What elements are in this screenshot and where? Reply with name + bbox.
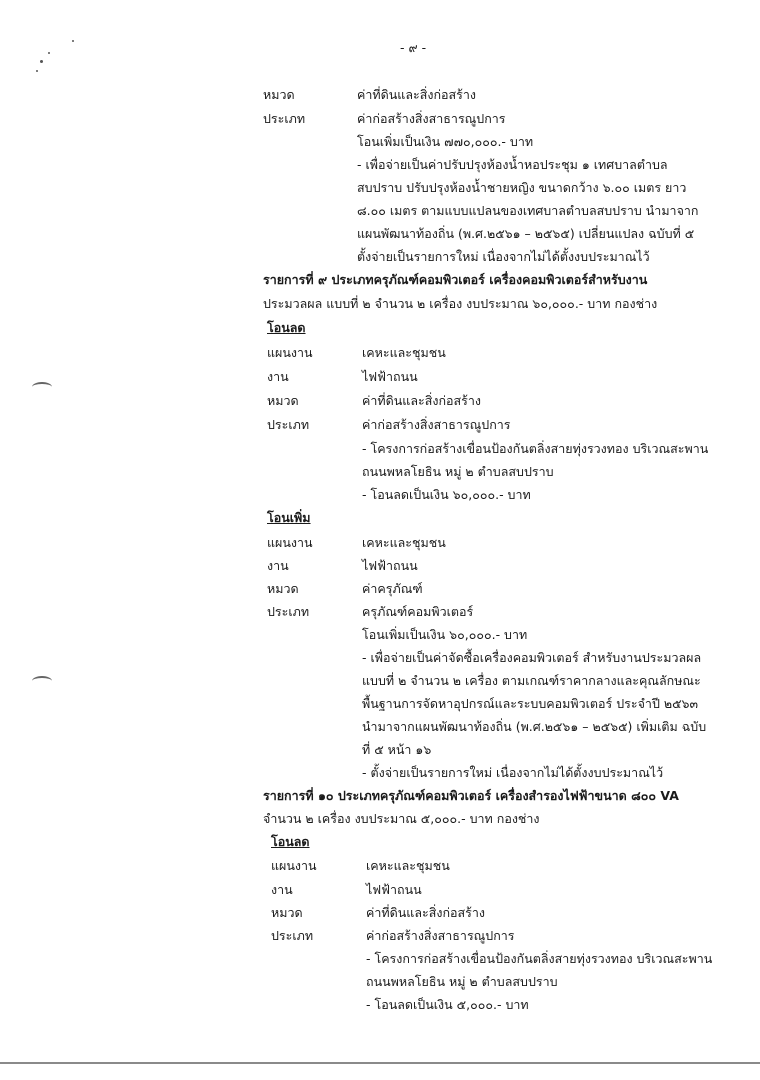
item-heading-cont: ประมวลผล แบบที่ ๒ จำนวน ๒ เครื่อง งบประมาณ ๖๐,๐๐๐.- บาท กองช่าง: [263, 296, 658, 311]
category-value: ค่าที่ดินและสิ่งก่อสร้าง: [357, 87, 476, 102]
description-line: ตั้งจ่ายเป็นรายการใหม่ เนื่องจากไม่ได้ตั้งงบประมาณไว้: [357, 249, 650, 264]
category-label: หมวด: [271, 905, 303, 920]
category-value: ค่าครุภัณฑ์: [362, 581, 423, 596]
scan-edge-line: [0, 1062, 760, 1064]
section-transfer-decrease: โอนลด: [271, 834, 310, 849]
work-label: งาน: [267, 369, 289, 384]
scan-speck: [72, 40, 74, 42]
plan-value: เคหะและชุมชน: [362, 535, 446, 550]
transfer-amount: โอนเพิ่มเป็นเงิน ๗๗๐,๐๐๐.- บาท: [357, 134, 534, 149]
category-value: ค่าที่ดินและสิ่งก่อสร้าง: [366, 905, 485, 920]
project-line: ถนนพหลโยธิน หมู่ ๒ ตำบลสบปราบ: [366, 974, 558, 989]
section-transfer-increase: โอนเพิ่ม: [267, 510, 311, 525]
item-heading: รายการที่ ๑๐ ประเภทครุภัณฑ์คอมพิวเตอร์ เครื่องสำรองไฟฟ้าขนาด ๘๐๐ VA: [263, 788, 679, 803]
work-label: งาน: [271, 882, 293, 897]
type-label: ประเภท: [267, 417, 310, 432]
type-value: ค่าก่อสร้างสิ่งสาธารณูปการ: [357, 111, 506, 126]
project-line: - โครงการก่อสร้างเขื่อนป้องกันตลิ่งสายทุ่งรวงทอง บริเวณสะพาน: [366, 951, 713, 966]
description-line: - ตั้งจ่ายเป็นรายการใหม่ เนื่องจากไม่ได้ตั้งงบประมาณไว้: [362, 765, 664, 780]
punch-hole-mark: [32, 676, 52, 686]
type-value: ค่าก่อสร้างสิ่งสาธารณูปการ: [366, 928, 515, 943]
description-line: แบบที่ ๒ จำนวน ๒ เครื่อง ตามเกณฑ์ราคากลางและคุณลักษณะ: [362, 673, 701, 688]
scan-speck: [40, 60, 43, 63]
description-line: พื้นฐานการจัดหาอุปกรณ์และระบบคอมพิวเตอร์ ประจำปี ๒๕๖๓: [362, 696, 699, 711]
category-value: ค่าที่ดินและสิ่งก่อสร้าง: [362, 393, 481, 408]
type-label: ประเภท: [263, 111, 306, 126]
plan-label: แผนงาน: [271, 858, 317, 873]
plan-value: เคหะและชุมชน: [362, 345, 446, 360]
type-label: ประเภท: [267, 604, 310, 619]
project-line: - โครงการก่อสร้างเขื่อนป้องกันตลิ่งสายทุ่งรวงทอง บริเวณสะพาน: [362, 441, 709, 456]
transfer-amount: โอนเพิ่มเป็นเงิน ๖๐,๐๐๐.- บาท: [362, 627, 528, 642]
transfer-amount: - โอนลดเป็นเงิน ๖๐,๐๐๐.- บาท: [362, 487, 531, 502]
type-value: ครุภัณฑ์คอมพิวเตอร์: [362, 604, 474, 619]
transfer-amount: - โอนลดเป็นเงิน ๕,๐๐๐.- บาท: [366, 997, 529, 1012]
category-label: หมวด: [263, 87, 295, 102]
work-value: ไฟฟ้าถนน: [362, 558, 418, 573]
description-line: ที่ ๕ หน้า ๑๖: [362, 742, 432, 757]
plan-value: เคหะและชุมชน: [366, 858, 450, 873]
category-label: หมวด: [267, 581, 299, 596]
work-label: งาน: [267, 558, 289, 573]
project-line: ถนนพหลโยธิน หมู่ ๒ ตำบลสบปราบ: [362, 464, 554, 479]
description-line: - เพื่อจ่ายเป็นค่าจัดซื้อเครื่องคอมพิวเตอร์ สำหรับงานประมวลผล: [362, 650, 702, 665]
plan-label: แผนงาน: [267, 535, 313, 550]
type-label: ประเภท: [271, 928, 314, 943]
description-line: นำมาจากแผนพัฒนาท้องถิ่น (พ.ศ.๒๕๖๑ – ๒๕๖๕) เพิ่มเติม ฉบับ: [362, 719, 707, 734]
description-line: ๘.๐๐ เมตร ตามแบบแปลนของเทศบาลตำบลสบปราบ นำมาจาก: [357, 203, 699, 218]
scan-speck: [48, 52, 50, 54]
description-line: - เพื่อจ่ายเป็นค่าปรับปรุงห้องน้ำหอประชุม ๑ เทศบาลตำบล: [357, 157, 668, 172]
item-heading-cont: จำนวน ๒ เครื่อง งบประมาณ ๕,๐๐๐.- บาท กองช่าง: [263, 811, 540, 826]
section-transfer-decrease: โอนลด: [267, 320, 306, 335]
work-value: ไฟฟ้าถนน: [362, 369, 418, 384]
page-number: - ๙ -: [400, 40, 427, 55]
item-heading: รายการที่ ๙ ประเภทครุภัณฑ์คอมพิวเตอร์ เครื่องคอมพิวเตอร์สำหรับงาน: [263, 272, 648, 287]
type-value: ค่าก่อสร้างสิ่งสาธารณูปการ: [362, 417, 511, 432]
plan-label: แผนงาน: [267, 345, 313, 360]
category-label: หมวด: [267, 393, 299, 408]
work-value: ไฟฟ้าถนน: [366, 882, 422, 897]
scan-speck: [36, 70, 38, 72]
description-line: แผนพัฒนาท้องถิ่น (พ.ศ.๒๕๖๑ – ๒๕๖๕) เปลี่ยนแปลง ฉบับที่ ๕: [357, 226, 695, 241]
description-line: สบปราบ ปรับปรุงห้องน้ำชายหญิง ขนาดกว้าง ๖.๐๐ เมตร ยาว: [357, 180, 687, 195]
punch-hole-mark: [32, 382, 52, 392]
